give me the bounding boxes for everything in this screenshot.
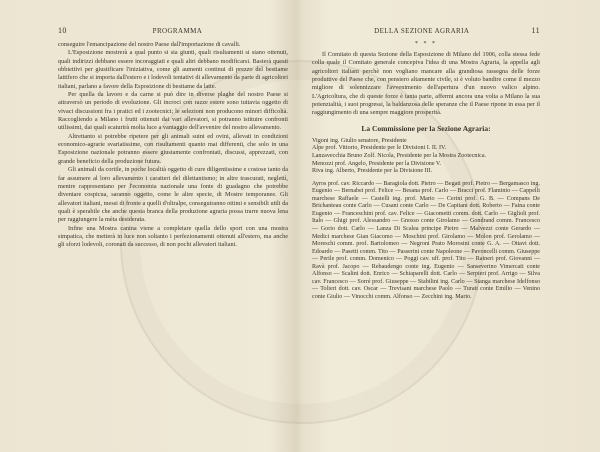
paragraph: Infine una Mostra canina viene a completare quella dello sport con una mostra simpatica, che metterà in luce non soltanto i perfezionamenti ottenuti all'estero, ma anche gli sforzi lodevoli, coronati da successo, di non pochi allevatori italiani. <box>58 224 288 249</box>
right-running-title: DELLA SEZIONE AGRARIA <box>374 27 470 35</box>
left-page <box>58 0 288 452</box>
paragraph: Per quella da lavoro e da carne si può dire in diverse plaghe del nostro Paese si attraversò un periodo di evoluzione. Gli incroci con razze estere sono tuttavia oggetto di vivaci discussioni fra i pratici ed i zootecnici; le selezioni non producono minori difficoltà. Raccogliendo a Milano i frutti ottenuti dai vari allevatori, si potranno istituire confronti utilissimi, dai quali scaturirà molta luce a vantaggio dell'avvenire del nostro allevamento. <box>58 91 288 132</box>
right-running-head <box>312 26 540 35</box>
paragraph: L'Esposizione mostrerà a qual punto si sia giunti, quali risultamenti si siano ottenuti, quali indirizzi debbano essere incoraggiati e quali altri debbano modificarsi. Basterà questi obbiettivi per giustificare l'iniziativa, come gli aumenti continui di prezzo del bestiame lattifero che si importa dall'estero e i lodevoli tentativi di allevamento da parte di agricoltori italiani, parlano a favore della Esposizione di bestiame da latte. <box>58 49 288 90</box>
officer-line: Vigoni ing. Giulio senatore, Presidente <box>312 137 407 144</box>
officer-line: Alpe prof. Vittorio, Presidente per le Divisioni I. II. IV. <box>312 145 447 152</box>
members-text: Ayros prof. cav. Riccardo — Baragiola dott. Pietro — Begati prof. Pietro — Bergamasco ing. Eugenio — Bernabei prof. Felice — Besana prof. Carlo — Bracci prof. Flaminio — Cappelli marchese Raffaele — Castelli ing. prof. Mario — Cerini prof. G. B. — Compans De Brichanteau conte Carlo — Cusani conte Carlo — De Capitani dott. Roberto — Faina conte Eugenio — Franceschini prof. cav. Felice — Giacometti comm. dott. Carlo — Giglioli prof. Italo — Ghigi prof. Alessandro — Gnosso conte Girolamo — Gondrand comm. Francesco — Gorio dott. Carlo — Lanza Di Scalea principe Pietro — Malvezzi conte Gerardo — Medici marchese Gian Giacomo — Moschini prof. Girolamo — Molon prof. Gerolamo — Moreschi comm. prof. Bartolomeo — Negroni Prato Morosini conte G. A. — Ottavi dott. Edoardo — Pasetti comm. Tito — Passerini conte Napoleone — Pavoncelli comm. Giuseppe — Perile prof. comm. Domenico — Poggi cav. uff. prof. Tito — Raineri prof. Giovanni — Ravà prof. Jacopo — Rebaudengo conte ing. Eugenio — Sanseverino Vimercati conte Alfonso — Scalini dott. Enrico — Schiaparelli dott. Carlo — Serpieri prof. Arrigo — Silva cav. Francesco — Sorré prof. Giuseppe — Stabilini ing. Carlo — Stanga marchese Idelfonso — Tolieri dott. cav. Oscar — Trevisani marchese Paolo — Turati conte Emilio — Venino conte Giulio — Vinocchi comm. Alfonso — Zecchini ing. Mario. <box>312 180 540 300</box>
left-running-head <box>58 26 288 35</box>
officers-list <box>312 138 540 176</box>
officer-line: Riva ing. Alberto, Presidente per la Divisione III. <box>312 168 433 175</box>
left-body-text <box>58 41 288 250</box>
paragraph: Altrettanto si potrebbe ripetere per gli animali suini ed ovini, allevati in condizioni economico-agrarie svariatissime, con risultamenti quanto mai differenti, che solo in una Esposizione nazionale potranno essere giustamente confrontati, discussi, apprezzati, con grande beneficio della produzione futura. <box>58 132 288 165</box>
commission-heading: La Commissione per la Sezione Agraria: <box>361 123 491 133</box>
paragraph: Il Comitato di questa Sezione della Esposizione di Milano del 1906, colla stessa fede colla quale il Comitato generale concepiva l'idea di una Mostra Agraria, la appella agli agricoltori italiani perchè non vogliano mancare alla grandiosa rassegna delle forze produttive del Paese che, con pensiero altamente civile, si è voluto bandire come il mezzo migliore di solennizzare l'avvenimento dell'apertura d'un nuovo valico alpino. L'Agricoltura, che di queste forze è tanta parte, affermi ancora una volta a Milano la sua potenzialità, i suoi progressi, la baldanzosa delle speranze che il Paese ripone in essa per il raggiungimento di una sempre maggiore prosperità. <box>312 51 540 117</box>
paragraph: Gli animali da cortile, in poche località oggetto di cure diligentissime e costose tanto da far assumere al loro allevamento i caratteri del dilettantismo; in altre trascurati, neglettì, mentre rappresentano per l'economia nazionale una fonte di guadagno che potrebbe diventare cospicua, saranno oggetto, come le altre specie, di Mostre temporanee. Gli allevatori italiani, messi di fronte a quelli d'oltralpe, conseguiranno ottimi e sensibili utili da quali è sperabile che anche questa branca della produzione agraria possa trarre nuova lena per raggiungere la mèta desiderata. <box>58 166 288 224</box>
officer-line: Lanzavecchia Bruno Zolf. Nicola, Presidente per la Mostra Zootecnica. <box>312 152 487 159</box>
members-list <box>312 181 540 302</box>
officer-line: Menozzi prof. Angelo, Presidente per la Divisione V. <box>312 160 442 167</box>
section-stars: * * * <box>415 41 437 47</box>
left-page-number: 10 <box>58 26 67 35</box>
paragraph: conseguire l'emancipazione del nostro Paese dall'importazione di cavalli. <box>58 41 241 48</box>
right-page-number: 11 <box>531 26 540 35</box>
right-intro-text <box>312 51 540 118</box>
right-page <box>312 0 540 452</box>
left-running-title: PROGRAMMA <box>152 27 203 35</box>
